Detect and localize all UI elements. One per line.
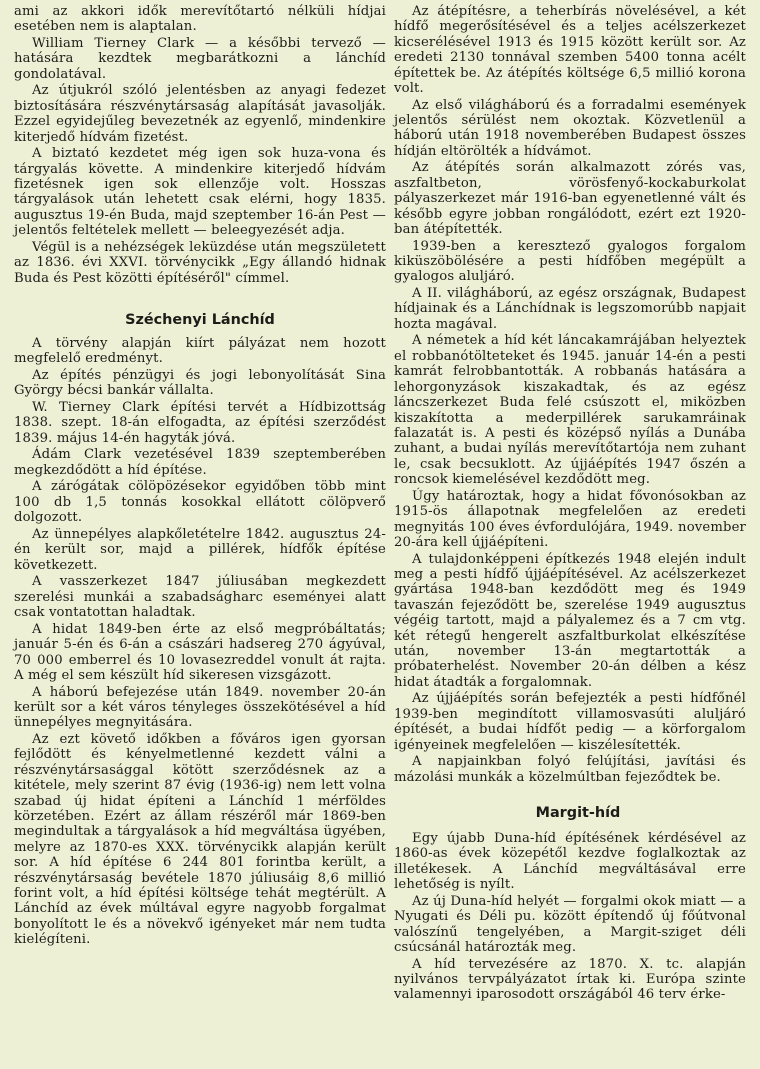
paragraph: Az átépítés során alkalmazott zórés vas, aszfaltbeton, vörösfenyő-kockaburkolat pályaszerkezet már 1916-ban egyenetlenné vált és később egyre jobban rongálódott, ezért ezt 1920-ban átépítették. [394, 160, 746, 238]
paragraph: W. Tierney Clark építési tervét a Hídbizottság 1838. szept. 18-án elfogadta, az építési szerződést 1839. május 14-én hagyták jóvá. [14, 400, 386, 446]
paragraph: Egy újabb Duna-híd építésének kérdésével az 1860-as évek közepétől kezdve foglalkoztak az illetékesek. A Lánchíd megváltásával erre lehetőség is nyílt. [394, 831, 746, 893]
paragraph: A tulajdonképpeni építkezés 1948 elején indult meg a pesti hídfő újjáépítésével. Az acélszerkezet gyártása 1948-ban kezdődött meg és 1949 tavaszán fejeződött be, szerelése 1949 augusztus végéig tartott, majd a pályalemez és a 7 cm vtg. két rétegű hengerelt aszfaltburkolat elkészítése után, november 13-án megtartották a próbaterhelést. November 20-án délben a kész hidat átadták a forgalomnak. [394, 551, 746, 690]
paragraph: Úgy határoztak, hogy a hidat fővonósokban az 1915-ös állapotnak megfelelően az eredeti megnyitás 100 éves évfordulójára, 1949. november 20-ára kell újjáépíteni. [394, 488, 746, 550]
paragraph: Az építés pénzügyi és jogi lebonyolítását Sina György bécsi bankár vállalta. [14, 368, 386, 399]
two-column-layout [14, 4, 746, 1003]
left-column [14, 4, 386, 1003]
section-heading-margit: Margit-híd [535, 805, 621, 821]
paragraph: Az ünnepélyes alapkőletételre 1842. augusztus 24-én került sor, majd a pillérek, hídfők építése következett. [14, 526, 386, 573]
paragraph: A vasszerkezet 1847 júliusában megkezdett szerelési munkái a szabadságharc eseményei alatt csak vontatottan haladtak. [14, 574, 386, 621]
paragraph: Az ezt követő időkben a főváros igen gyorsan fejlődött és kényelmetlenné kezdett válni a részvénytársasággal kötött szerződésnek az a kitétele, mely szerint 87 évig (1936-ig) nem lett volna szabad új hidat építeni a Lánchíd 1 mérföldes körzetében. Ezért az állam részéről már 1869-ben megindultak a tárgyalások a híd megváltása ügyében, melyre az 1870-es XXX. törvénycikk alapján került sor. A híd építése 6 244 801 forintba került, a részvénytársaság bevétele 1870 júliusáig 8,6 millió forint volt, a híd építési költsége tehát megtérült. A Lánchíd az évek múltával egyre nagyobb forgalmat bonyolított le és a növekvő igényeket már nem tudta kielégíteni. [14, 731, 386, 948]
paragraph: Az újjáépítés során befejezték a pesti hídfőnél 1939-ben megindított villamosvasúti aluljáró építését, a budai hídfőt pedig — a körforgalom igényeinek megfelelően — kiszélesítették. [394, 691, 746, 753]
paragraph: A híd tervezésére az 1870. X. tc. alapján nyilvános tervpályázatot írtak ki. Európa szinte valamennyi iparosodott országából 46 terv érke- [394, 956, 746, 1003]
paragraph: 1939-ben a keresztező gyalogos forgalom kiküszöbölésére a pesti hídfőben megépült a gyalogos aluljáró. [394, 238, 746, 285]
paragraph: A biztató kezdetet még igen sok huza-vona és tárgyalás követte. A mindenkire kiterjedő hídvám fizetésnek igen sok ellenzője volt. Hosszas tárgyalások után lehetett csak elérni, hogy 1835. augusztus 19-én Buda, majd szeptember 16-án Pest — jelentős feltételek mellett — beleegyezését adja. [14, 146, 386, 239]
paragraph: A zárógátak cölöpözésekor egyidőben több mint 100 db 1,5 tonnás kosokkal ellátott cölöpverő dolgozott. [14, 479, 386, 526]
section-heading-lanchid: Széchenyi Lánchíd [125, 312, 275, 329]
paragraph: Végül is a nehézségek leküzdése után megszületett az 1836. évi XXVI. törvénycikk „Egy állandó hidnak Buda és Pest közötti építéséről" címmel. [14, 239, 386, 286]
paragraph: Az új Duna-híd helyét — forgalmi okok miatt — a Nyugati és Déli pu. között építendő új főútvonal valószínű tengelyében, a Margit-sziget déli csúcsánál határozták meg. [394, 893, 746, 956]
paragraph: A háború befejezése után 1849. november 20-án került sor a két város tényleges összekötésével a híd ünnepélyes megnyitására. [14, 684, 386, 731]
paragraph: A hidat 1849-ben érte az első megpróbáltatás; január 5-én és 6-án a császári hadsereg 270 ágyúval, 70 000 emberrel és 10 lovasezreddel vonult át rajta. A még el sem készült híd sikeresen vizsgázott. [14, 621, 386, 683]
paragraph: Az első világháború és a forradalmi események jelentős sérülést nem okoztak. Közvetlenül a háború után 1918 novemberében Budapest összes hídján eltörölték a hídvámot. [394, 97, 746, 159]
paragraph: A napjainkban folyó felújítási, javítási és mázolási munkák a közelmúltban fejeződtek be. [394, 754, 746, 785]
paragraph: Ádám Clark vezetésével 1839 szeptemberében megkezdődött a híd építése. [14, 447, 386, 478]
paragraph: ami az akkori idők merevítőtartó nélküli hídjai esetében nem is alaptalan. [14, 4, 386, 35]
paragraph: A törvény alapján kiírt pályázat nem hozott megfelelő eredményt. [14, 336, 386, 367]
paragraph: Az átépítésre, a teherbírás növelésével, a két hídfő megerősítésével és a teljes acélszerkezet kicserélésével 1913 és 1915 között került sor. Az eredeti 2130 tonnával szemben 5400 tonna acélt építettek be. Az átépítés költsége 6,5 millió korona volt. [394, 4, 746, 97]
right-column [394, 4, 746, 1003]
paragraph: A németek a híd két láncakamrájában helyeztek el robbanótölteteket és 1945. január 14-én a pesti kamrát felrobbantották. A robbanás hatására a lehorgonyzások kiszakadtak, és az egész láncszerkezet Buda felé csúszott el, miközben kiszakította a mederpillérek sarukamráinak falazatát is. A pesti és középső nyílás a Dunába zuhant, a budai nyílás merevítőtartója nem zuhant le, csak becsuklott. Az újjáépítés 1947 őszén a roncsok kiemelésével kezdődött meg. [394, 333, 746, 488]
paragraph: Az útjukról szóló jelentésben az anyagi fedezet biztosítására részvénytársaság alapítását javasolják. Ezzel egyidejűleg bevezetnék az egyenlő, mindenkire kiterjedő hídvám fizetést. [14, 83, 386, 145]
paragraph: William Tierney Clark — a későbbi tervező — hatására kezdtek megbarátkozni a lánchíd gondolatával. [14, 36, 386, 82]
paragraph: A II. világháború, az egész országnak, Budapest hídjainak és a Lánchídnak is legszomorúbb napjait hozta magával. [394, 286, 746, 332]
